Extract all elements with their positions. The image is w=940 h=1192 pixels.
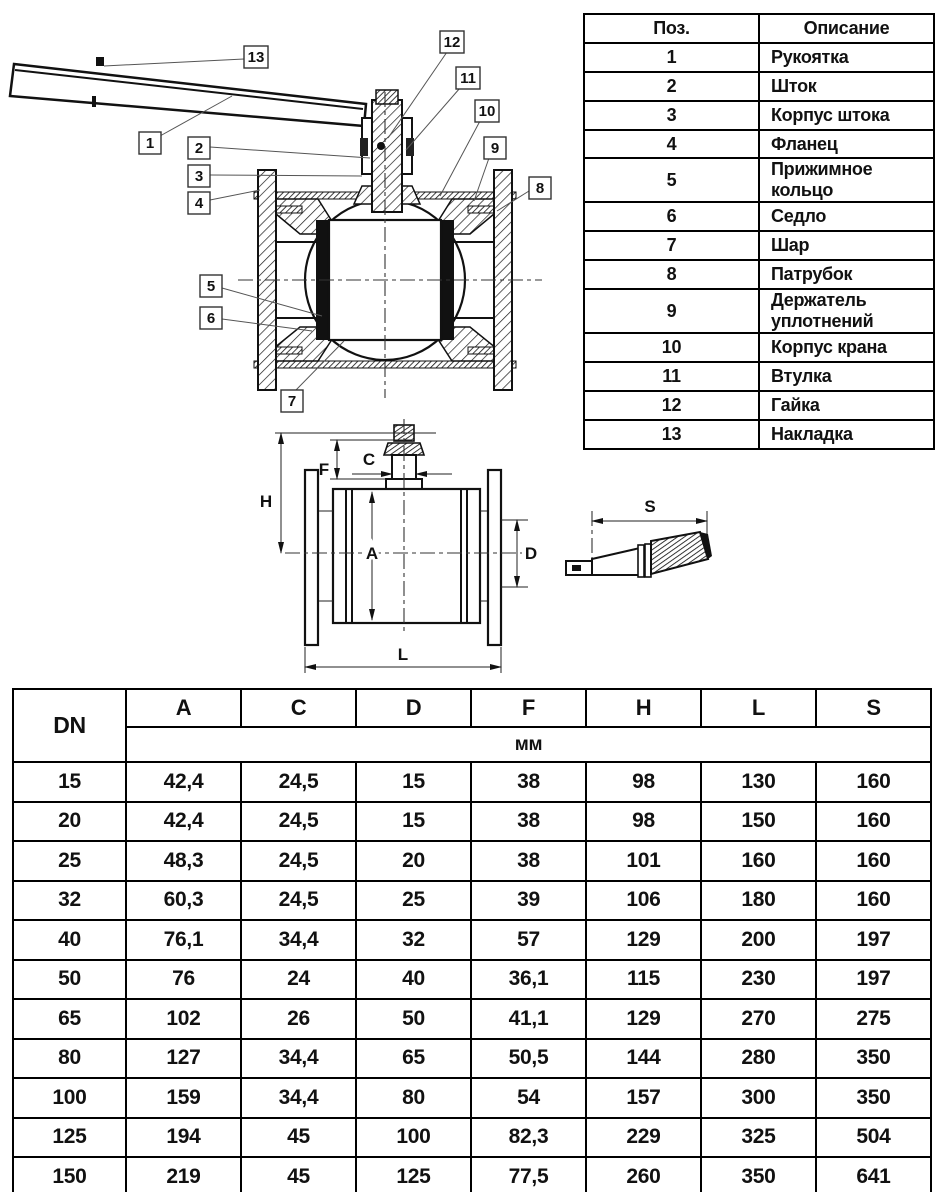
dimension-value: 144	[586, 1039, 701, 1079]
dim-label-H: H	[259, 492, 273, 511]
dimension-value: 350	[816, 1039, 931, 1079]
dimensions-table-row	[13, 841, 931, 881]
parts-table-row	[584, 260, 934, 289]
svg-text:11: 11	[460, 70, 476, 87]
dimension-value: 197	[816, 920, 931, 960]
callout-3	[188, 165, 210, 187]
dimension-value: 15	[356, 802, 471, 842]
svg-text:10: 10	[478, 103, 496, 120]
part-description: Держатель уплотнений	[759, 289, 934, 333]
part-position: 5	[584, 158, 759, 202]
part-description: Корпус крана	[759, 333, 934, 362]
part-position: 13	[584, 420, 759, 449]
col-header-C: C	[241, 689, 356, 727]
dn-value: 65	[13, 999, 126, 1039]
dimension-value: 76	[126, 960, 241, 1000]
dimension-value: 36,1	[471, 960, 586, 1000]
dimension-value: 34,4	[241, 1078, 356, 1118]
dimension-value: 160	[816, 881, 931, 921]
dimension-value: 641	[816, 1157, 931, 1192]
dimension-value: 65	[356, 1039, 471, 1079]
dimension-value: 280	[701, 1039, 816, 1079]
parts-header-pos: Поз.	[584, 14, 759, 43]
part-position: 7	[584, 231, 759, 260]
handle-grip	[651, 532, 708, 574]
dimensions-table-row	[13, 1118, 931, 1158]
dimension-value: 200	[701, 920, 816, 960]
part-description: Рукоятка	[759, 43, 934, 72]
dimension-value: 34,4	[241, 920, 356, 960]
dimension-value: 57	[471, 920, 586, 960]
dn-value: 150	[13, 1157, 126, 1192]
dimension-value: 160	[816, 841, 931, 881]
dimension-value: 38	[471, 841, 586, 881]
dimension-value: 50	[356, 999, 471, 1039]
part-position: 11	[584, 362, 759, 391]
dimension-value: 24	[241, 960, 356, 1000]
callout-9	[484, 137, 506, 159]
dimension-value: 38	[471, 802, 586, 842]
dimension-value: 130	[701, 762, 816, 802]
dn-value: 125	[13, 1118, 126, 1158]
dimension-value: 504	[816, 1118, 931, 1158]
parts-table-row	[584, 43, 934, 72]
part-position: 1	[584, 43, 759, 72]
dimension-value: 125	[356, 1157, 471, 1192]
part-description: Прижимное кольцо	[759, 158, 934, 202]
dimensions-table-row	[13, 999, 931, 1039]
dimension-value: 229	[586, 1118, 701, 1158]
dimensions-table-row	[13, 881, 931, 921]
dimension-value: 101	[586, 841, 701, 881]
part-position: 8	[584, 260, 759, 289]
callout-12	[440, 31, 464, 53]
dimensions-table-row	[13, 802, 931, 842]
parts-table-row	[584, 289, 934, 333]
handle-drawing	[566, 497, 712, 577]
unit-row	[13, 727, 931, 762]
unit-label: мм	[126, 727, 931, 762]
dimensions-table	[12, 688, 932, 1192]
dn-header: DN	[13, 689, 126, 762]
part-description: Накладка	[759, 420, 934, 449]
callout-8	[529, 177, 551, 199]
dimensions-table-row	[13, 920, 931, 960]
dimension-value: 350	[816, 1078, 931, 1118]
dimension-value: 106	[586, 881, 701, 921]
dimension-value: 42,4	[126, 802, 241, 842]
part-position: 9	[584, 289, 759, 333]
callout-11	[456, 67, 480, 89]
callout-2	[188, 137, 210, 159]
dim-label-L: L	[397, 645, 409, 664]
part-description: Фланец	[759, 130, 934, 159]
part-description: Седло	[759, 202, 934, 231]
dimension-value: 325	[701, 1118, 816, 1158]
parts-table-header-row	[584, 14, 934, 43]
dimension-value: 160	[701, 841, 816, 881]
part-position: 6	[584, 202, 759, 231]
dimension-value: 54	[471, 1078, 586, 1118]
dimension-value: 160	[816, 762, 931, 802]
dimension-value: 150	[701, 802, 816, 842]
part-description: Шар	[759, 231, 934, 260]
dimension-value: 300	[701, 1078, 816, 1118]
part-position: 12	[584, 391, 759, 420]
dimension-value: 38	[471, 762, 586, 802]
part-description: Гайка	[759, 391, 934, 420]
dim-label-D: D	[524, 544, 538, 563]
dimension-value: 157	[586, 1078, 701, 1118]
dim-label-F: F	[318, 460, 330, 479]
dimension-value: 102	[126, 999, 241, 1039]
dn-value: 80	[13, 1039, 126, 1079]
dimension-value: 25	[356, 881, 471, 921]
dimension-value: 82,3	[471, 1118, 586, 1158]
parts-table-row	[584, 362, 934, 391]
parts-table-row	[584, 130, 934, 159]
dimension-value: 39	[471, 881, 586, 921]
dimension-value: 24,5	[241, 802, 356, 842]
dimension-value: 24,5	[241, 881, 356, 921]
dimensions-header-row	[13, 689, 931, 727]
svg-text:1: 1	[145, 135, 155, 152]
dimension-value: 98	[586, 802, 701, 842]
dimension-value: 42,4	[126, 762, 241, 802]
dimension-value: 50,5	[471, 1039, 586, 1079]
dimensions-table-row	[13, 762, 931, 802]
callout-13	[244, 46, 268, 68]
handle-pad	[96, 57, 104, 66]
dim-label-C: C	[362, 450, 376, 469]
parts-table-row	[584, 72, 934, 101]
parts-header-desc: Описание	[759, 14, 934, 43]
stem-nut	[376, 90, 398, 104]
callout-4	[188, 192, 210, 214]
parts-table-row	[584, 202, 934, 231]
dimension-value: 76,1	[126, 920, 241, 960]
svg-text:8: 8	[535, 180, 545, 197]
dimension-value: 48,3	[126, 841, 241, 881]
part-description: Патрубок	[759, 260, 934, 289]
dimension-value: 34,4	[241, 1039, 356, 1079]
col-header-H: H	[586, 689, 701, 727]
dimension-value: 219	[126, 1157, 241, 1192]
svg-text:9: 9	[490, 140, 500, 157]
dimension-value: 350	[701, 1157, 816, 1192]
svg-text:4: 4	[194, 195, 204, 212]
parts-table-row	[584, 231, 934, 260]
parts-table-row	[584, 158, 934, 202]
col-header-F: F	[471, 689, 586, 727]
part-description: Втулка	[759, 362, 934, 391]
dimension-value: 24,5	[241, 841, 356, 881]
dimensions-table-row	[13, 1157, 931, 1192]
col-header-A: A	[126, 689, 241, 727]
dimension-value: 26	[241, 999, 356, 1039]
dimension-value: 45	[241, 1157, 356, 1192]
dimension-value: 41,1	[471, 999, 586, 1039]
valve-cross-section-drawing	[0, 0, 575, 420]
dimension-value: 194	[126, 1118, 241, 1158]
part-position: 3	[584, 101, 759, 130]
svg-text:3: 3	[194, 168, 204, 185]
dn-value: 40	[13, 920, 126, 960]
dimension-drawing	[0, 415, 940, 687]
dim-label-A: A	[365, 544, 379, 563]
dimension-value: 24,5	[241, 762, 356, 802]
dimension-value: 197	[816, 960, 931, 1000]
dimension-value: 98	[586, 762, 701, 802]
svg-text:5: 5	[206, 278, 216, 295]
dimension-value: 230	[701, 960, 816, 1000]
dimension-value: 45	[241, 1118, 356, 1158]
col-header-S: S	[816, 689, 931, 727]
dim-label-S: S	[644, 497, 656, 516]
dimension-value: 80	[356, 1078, 471, 1118]
dn-value: 50	[13, 960, 126, 1000]
dimension-value: 77,5	[471, 1157, 586, 1192]
dimension-value: 260	[586, 1157, 701, 1192]
dimension-value: 115	[586, 960, 701, 1000]
svg-text:2: 2	[194, 140, 204, 157]
svg-text:7: 7	[287, 393, 297, 410]
callout-6	[200, 307, 222, 329]
dn-value: 25	[13, 841, 126, 881]
dimension-value: 32	[356, 920, 471, 960]
col-header-D: D	[356, 689, 471, 727]
dimension-value: 180	[701, 881, 816, 921]
svg-text:12: 12	[443, 34, 461, 51]
part-position: 10	[584, 333, 759, 362]
callout-7	[281, 390, 303, 412]
callout-1	[139, 132, 161, 154]
svg-text:13: 13	[247, 49, 265, 66]
parts-table-row	[584, 333, 934, 362]
dimension-value: 129	[586, 920, 701, 960]
dimension-value: 20	[356, 841, 471, 881]
dimensions-table-row	[13, 960, 931, 1000]
col-header-L: L	[701, 689, 816, 727]
dimension-value: 160	[816, 802, 931, 842]
part-position: 2	[584, 72, 759, 101]
part-description: Шток	[759, 72, 934, 101]
dimensions-table-row	[13, 1078, 931, 1118]
dimensions-table-row	[13, 1039, 931, 1079]
callout-5	[200, 275, 222, 297]
handle-lever	[10, 57, 366, 126]
dimension-value: 159	[126, 1078, 241, 1118]
callout-10	[475, 100, 499, 122]
dimensioned-valve	[285, 419, 522, 645]
dimension-value: 40	[356, 960, 471, 1000]
svg-text:6: 6	[206, 310, 216, 327]
dn-value: 20	[13, 802, 126, 842]
dn-value: 15	[13, 762, 126, 802]
dimension-value: 275	[816, 999, 931, 1039]
dimension-value: 15	[356, 762, 471, 802]
dn-value: 32	[13, 881, 126, 921]
parts-table-row	[584, 101, 934, 130]
dn-value: 100	[13, 1078, 126, 1118]
dimension-value: 100	[356, 1118, 471, 1158]
dimension-value: 60,3	[126, 881, 241, 921]
dimension-value: 129	[586, 999, 701, 1039]
dimension-value: 127	[126, 1039, 241, 1079]
part-description: Корпус штока	[759, 101, 934, 130]
dimension-value: 270	[701, 999, 816, 1039]
parts-table	[583, 13, 935, 450]
part-position: 4	[584, 130, 759, 159]
